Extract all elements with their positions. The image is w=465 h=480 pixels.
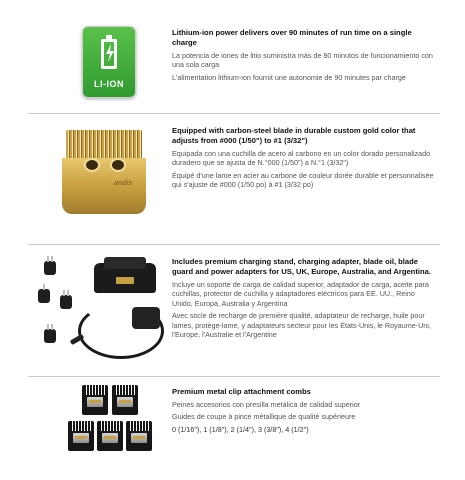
- blade-brand-mark: andis: [114, 180, 133, 187]
- li-ion-battery-icon: [82, 26, 136, 98]
- charging-kit-image: [34, 255, 164, 363]
- blade-screw-hole: [84, 158, 100, 172]
- attachment-comb: [126, 421, 152, 451]
- blade-screw-hole: [110, 158, 126, 172]
- charging-stand-badge: [116, 277, 134, 284]
- feature-text-fr: Guides de coupe à pince métallique de qualité supérieure: [172, 412, 356, 422]
- attachment-comb: [82, 385, 108, 415]
- blade-body: [62, 158, 146, 214]
- feature-li-ion: [0, 0, 465, 110]
- feature-title-en: Premium metal clip attachment combs: [172, 387, 311, 396]
- feature-text: [172, 28, 434, 82]
- feature-text: [172, 387, 434, 434]
- feature-text: [172, 257, 434, 339]
- li-ion-label: LI-ION: [94, 79, 124, 89]
- attachment-comb: [112, 385, 138, 415]
- charging-adapter: [132, 307, 160, 329]
- power-plug-adapter: [44, 261, 56, 275]
- attachment-comb: [68, 421, 94, 451]
- blade-teeth: [66, 130, 142, 160]
- feature-charging-kit: [0, 245, 465, 375]
- feature-text-fr: L'alimentation lithium-ion fournit une autonomie de 90 minutes par charge: [172, 72, 406, 82]
- feature-title-en: Equipped with carbon-steel blade in durable custom gold color that adjusts from #000 (1/50") to #1 (3/32"): [172, 126, 416, 145]
- feature-text-es: Incluye un soporte de carga de calidad superior, adaptador de carga, aceite para cuchillas, protector de cuchilla y adaptadores eléctricos para EE. UU., Reino Unido, Europa, Australia y Argentina: [172, 280, 429, 308]
- feature-text-es: Equipada con una cuchilla de acero al carbono en un color dorado personalizado duradero que se ajusta de N.°000 (1/50") a N.°1 (3/32"): [172, 149, 431, 168]
- lightning-bolt-icon: [106, 44, 114, 62]
- attachment-combs-image: [64, 385, 154, 473]
- comb-sizes: 0 (1/16"), 1 (1/8"), 2 (1/4"), 3 (3/8"), 4 (1/2"): [172, 424, 309, 434]
- power-plug-adapter: [60, 295, 72, 309]
- feature-blade: [0, 114, 465, 242]
- charging-stand: [94, 263, 156, 293]
- feature-text: [172, 126, 434, 190]
- gold-blade-image: [62, 130, 146, 214]
- feature-title-en: Includes premium charging stand, charging adapter, blade oil, blade guard and power adapters for US, UK, Europe, Australia, and Argentina.: [172, 257, 431, 276]
- feature-text-es: Peines accesorios con presilla metálica de calidad superior: [172, 400, 361, 409]
- feature-title-en: Lithium-ion power delivers over 90 minutes of run time on a single charge: [172, 28, 412, 47]
- feature-text-fr: Avec socle de recharge de première qualité, adaptateur de recharge, huile pour lames, protège-lame, y adaptateurs secteur pour les États-Unis, le Royaume-Uni, l'Europe, l'Australie et l'Argentine: [172, 311, 431, 340]
- attachment-comb: [97, 421, 123, 451]
- feature-text-fr: Équipé d'une lame en acier au carbone de couleur dorée durable et personnalisée qui s'ajuste de #000 (1/50 po) à #1 (3/32 po): [172, 170, 434, 190]
- charging-stand-cradle: [104, 257, 146, 269]
- power-plug-adapter: [44, 329, 56, 343]
- power-plug-adapter: [38, 289, 50, 303]
- feature-text-es: La potencia de iones de litio suministra más de 90 minutos de funcionamiento con una sola carga: [172, 51, 433, 70]
- feature-combs: [0, 377, 465, 480]
